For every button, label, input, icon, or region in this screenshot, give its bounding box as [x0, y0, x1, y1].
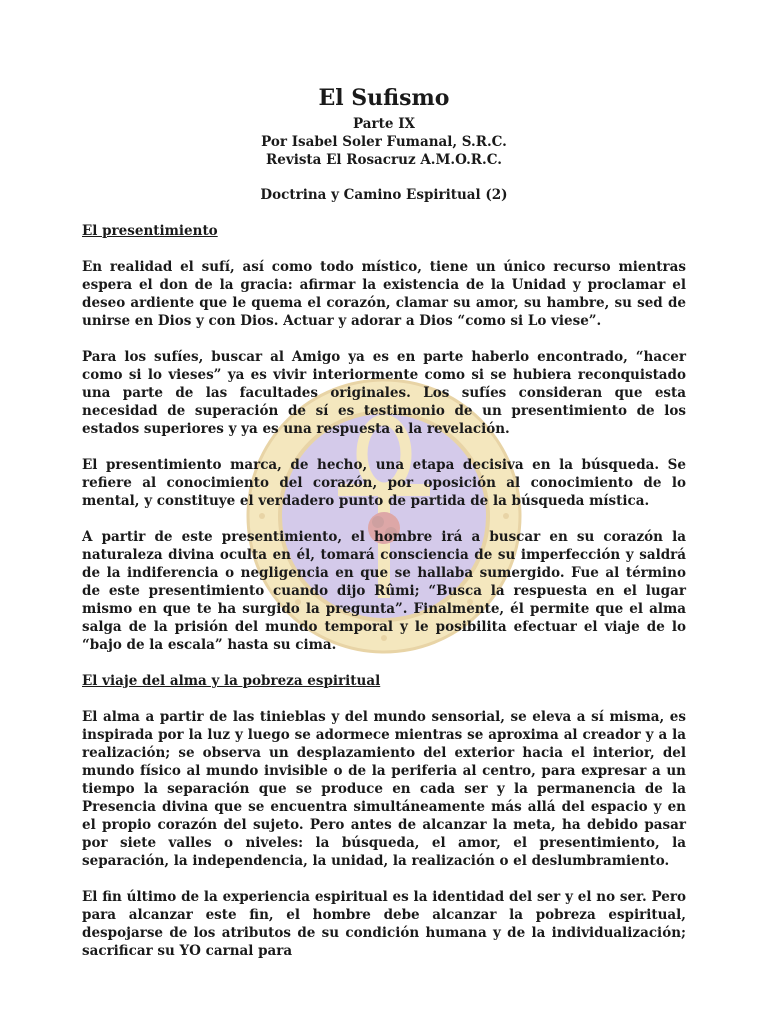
- document-title: El Sufismo: [318, 85, 450, 111]
- document-subtitle: Doctrina y Camino Espiritual (2): [260, 187, 508, 203]
- paragraph: El fin último de la experiencia espiritual es la identidad del ser y el no ser. Pero para alcanzar este fin, el hombre debe alcanzar la pobreza espiritual, despojarse de los atributos de su condición humana y de la individualización; sacrificar su YO carnal para: [82, 889, 686, 959]
- document-author: Por Isabel Soler Fumanal, S.R.C.: [261, 134, 507, 150]
- document-journal: Revista El Rosacruz A.M.O.R.C.: [266, 152, 502, 168]
- paragraph: El presentimiento marca, de hecho, una etapa decisiva en la búsqueda. Se refiere al conocimiento del corazón, por oposición al conocimiento de lo mental, y constituye el verdadero punto de partida de la búsqueda mística.: [82, 457, 686, 509]
- section-heading-presentimiento: El presentimiento: [82, 223, 218, 239]
- paragraph: El alma a partir de las tinieblas y del mundo sensorial, se eleva a sí misma, es inspirada por la luz y luego se adormece mientras se aproxima al creador y a la realización; se observa un desplazamiento del exterior hacia el interior, del mundo físico al mundo invisible o de la periferia al centro, para expresar a un tiempo la separación que se produce en cada ser y la permanencia de la Presencia divina que se encuentra simultáneamente más allá del espacio y en el propio corazón del sujeto. Pero antes de alcanzar la meta, ha debido pasar por siete valles o niveles: la búsqueda, el amor, el presentimiento, la separación, la independencia, la unidad, la realización o el deslumbramiento.: [82, 709, 686, 869]
- section-heading-viaje-del-alma: El viaje del alma y la pobreza espiritual: [82, 673, 381, 689]
- paragraph: En realidad el sufí, así como todo místico, tiene un único recurso mientras espera el don de la gracia: afirmar la existencia de la Unidad y proclamar el deseo ardiente que le quema el corazón, clamar su amor, su hambre, su sed de unirse en Dios y con Dios. Actuar y adorar a Dios “como si Lo viese”.: [82, 259, 686, 329]
- paragraph: A partir de este presentimiento, el hombre irá a buscar en su corazón la naturaleza divina oculta en él, tomará consciencia de su imperfección y saldrá de la indiferencia o negligencia en que se hallaba sumergido. Fue al término de este presentimiento cuando dijo Rûmi; “Busca la respuesta en el lugar mismo en que te ha surgido la pregunta”. Finalmente, él permite que el alma salga de la prisión del mundo temporal y le posibilita efectuar el viaje de lo “bajo de la escala” hasta su cima.: [82, 529, 686, 653]
- document-content: [82, 84, 686, 960]
- document-part: Parte IX: [353, 116, 415, 132]
- paragraph: Para los sufíes, buscar al Amigo ya es en parte haberlo encontrado, “hacer como si lo vieses” ya es vivir interiormente como si se hubiera reconquistado una parte de las facultades originales. Los sufíes consideran que esta necesidad de superación de sí es testimonio de un presentimiento de los estados superiores y ya es una respuesta a la revelación.: [82, 349, 686, 437]
